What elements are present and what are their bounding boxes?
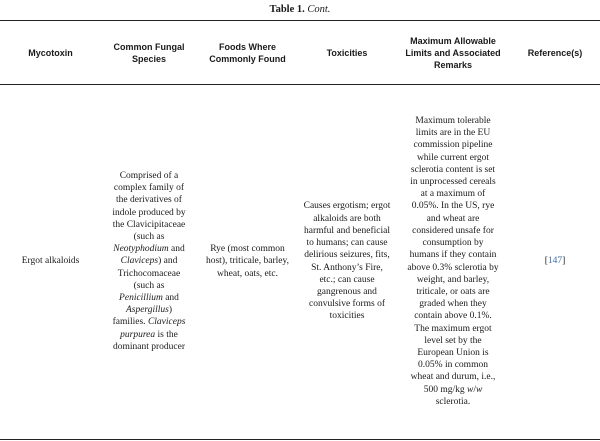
header-fungal-species-text: Common Fungal Species [113, 41, 185, 64]
header-fungal-species [101, 41, 197, 65]
species-claviceps-purpurea: Claviceps purpurea [120, 317, 186, 340]
limits-slash: / [473, 384, 476, 395]
species-text-2: and [168, 244, 185, 255]
reference-link[interactable]: 147 [547, 256, 563, 267]
genus-claviceps: Claviceps [120, 256, 159, 267]
table-label: Table 1. [269, 4, 305, 15]
header-mycotoxin: Mycotoxin [28, 47, 73, 58]
table-header-row [0, 21, 600, 84]
table-row [0, 85, 600, 438]
genus-penicillium: Penicillium [119, 293, 163, 303]
limits-text-2: sclerotia. [435, 396, 471, 407]
cell-limits-text [407, 115, 499, 408]
cell-toxicities [298, 200, 396, 322]
species-text-6: is the dominant producer [112, 329, 186, 352]
table-continued: Cont. [307, 4, 331, 15]
limits-unit-w1: w [466, 384, 474, 395]
table-caption [0, 3, 600, 16]
genus-neotyphodium: Neotyphodium [113, 244, 169, 255]
header-foods-text: Foods Where Commonly Found [209, 41, 286, 64]
ref-bracket-close: ] [562, 256, 566, 267]
cell-toxicities-text: Causes ergotism; ergot alkaloids are both harmful and beneficial to humans; can cause delirious seizures, fits, St. Anthony’s Fire, etc.; can cause gangrenous and convulsive forms of toxicities [303, 201, 391, 322]
cell-foods-text: Rye (most common host), triticale, barley, wheat, oats, etc. [205, 244, 289, 279]
cell-fungal-species-text [111, 170, 187, 353]
limits-text-1: Maximum tolerable limits are in the EU commission pipeline while current ergot sclerotia content is set in unprocessed cereals at a maximum of 0.05%. In the US, rye and wheat are considered unsafe for consumption by humans if they contain above 0.3% sclerotia by weight, and barley, triticale, or oats are graded when they contain above 0.1%. The maximum ergot level set by the European Union is 0.05% in common wheat and durum, i.e., 500 mg/kg [407, 116, 499, 395]
cell-foods [197, 243, 298, 280]
header-limits-text: Maximum Allowable Limits and Associated Remarks [405, 35, 501, 70]
genus-aspergillus: Aspergillus [125, 305, 169, 316]
cell-references [510, 255, 600, 267]
species-text-4: and [162, 293, 179, 303]
species-text-3: ) and Trichocomaceae (such as [117, 256, 181, 291]
header-foods [197, 41, 298, 65]
table-bottom-rule [0, 439, 600, 440]
cell-mycotoxin: Ergot alkaloids [21, 256, 80, 267]
header-references: Reference(s) [527, 47, 583, 58]
cell-fungal-species [101, 170, 197, 353]
species-text-5: ) families. [112, 305, 173, 328]
header-toxicities: Toxicities [326, 47, 368, 58]
cell-limits [396, 115, 510, 408]
ref-bracket-open: [ [544, 256, 548, 267]
limits-unit-w2: w [475, 384, 483, 395]
header-limits [396, 35, 510, 71]
species-text-1: Comprised of a complex family of the derivatives of indole produced by the Clavicipitaceae (such as [112, 170, 186, 242]
